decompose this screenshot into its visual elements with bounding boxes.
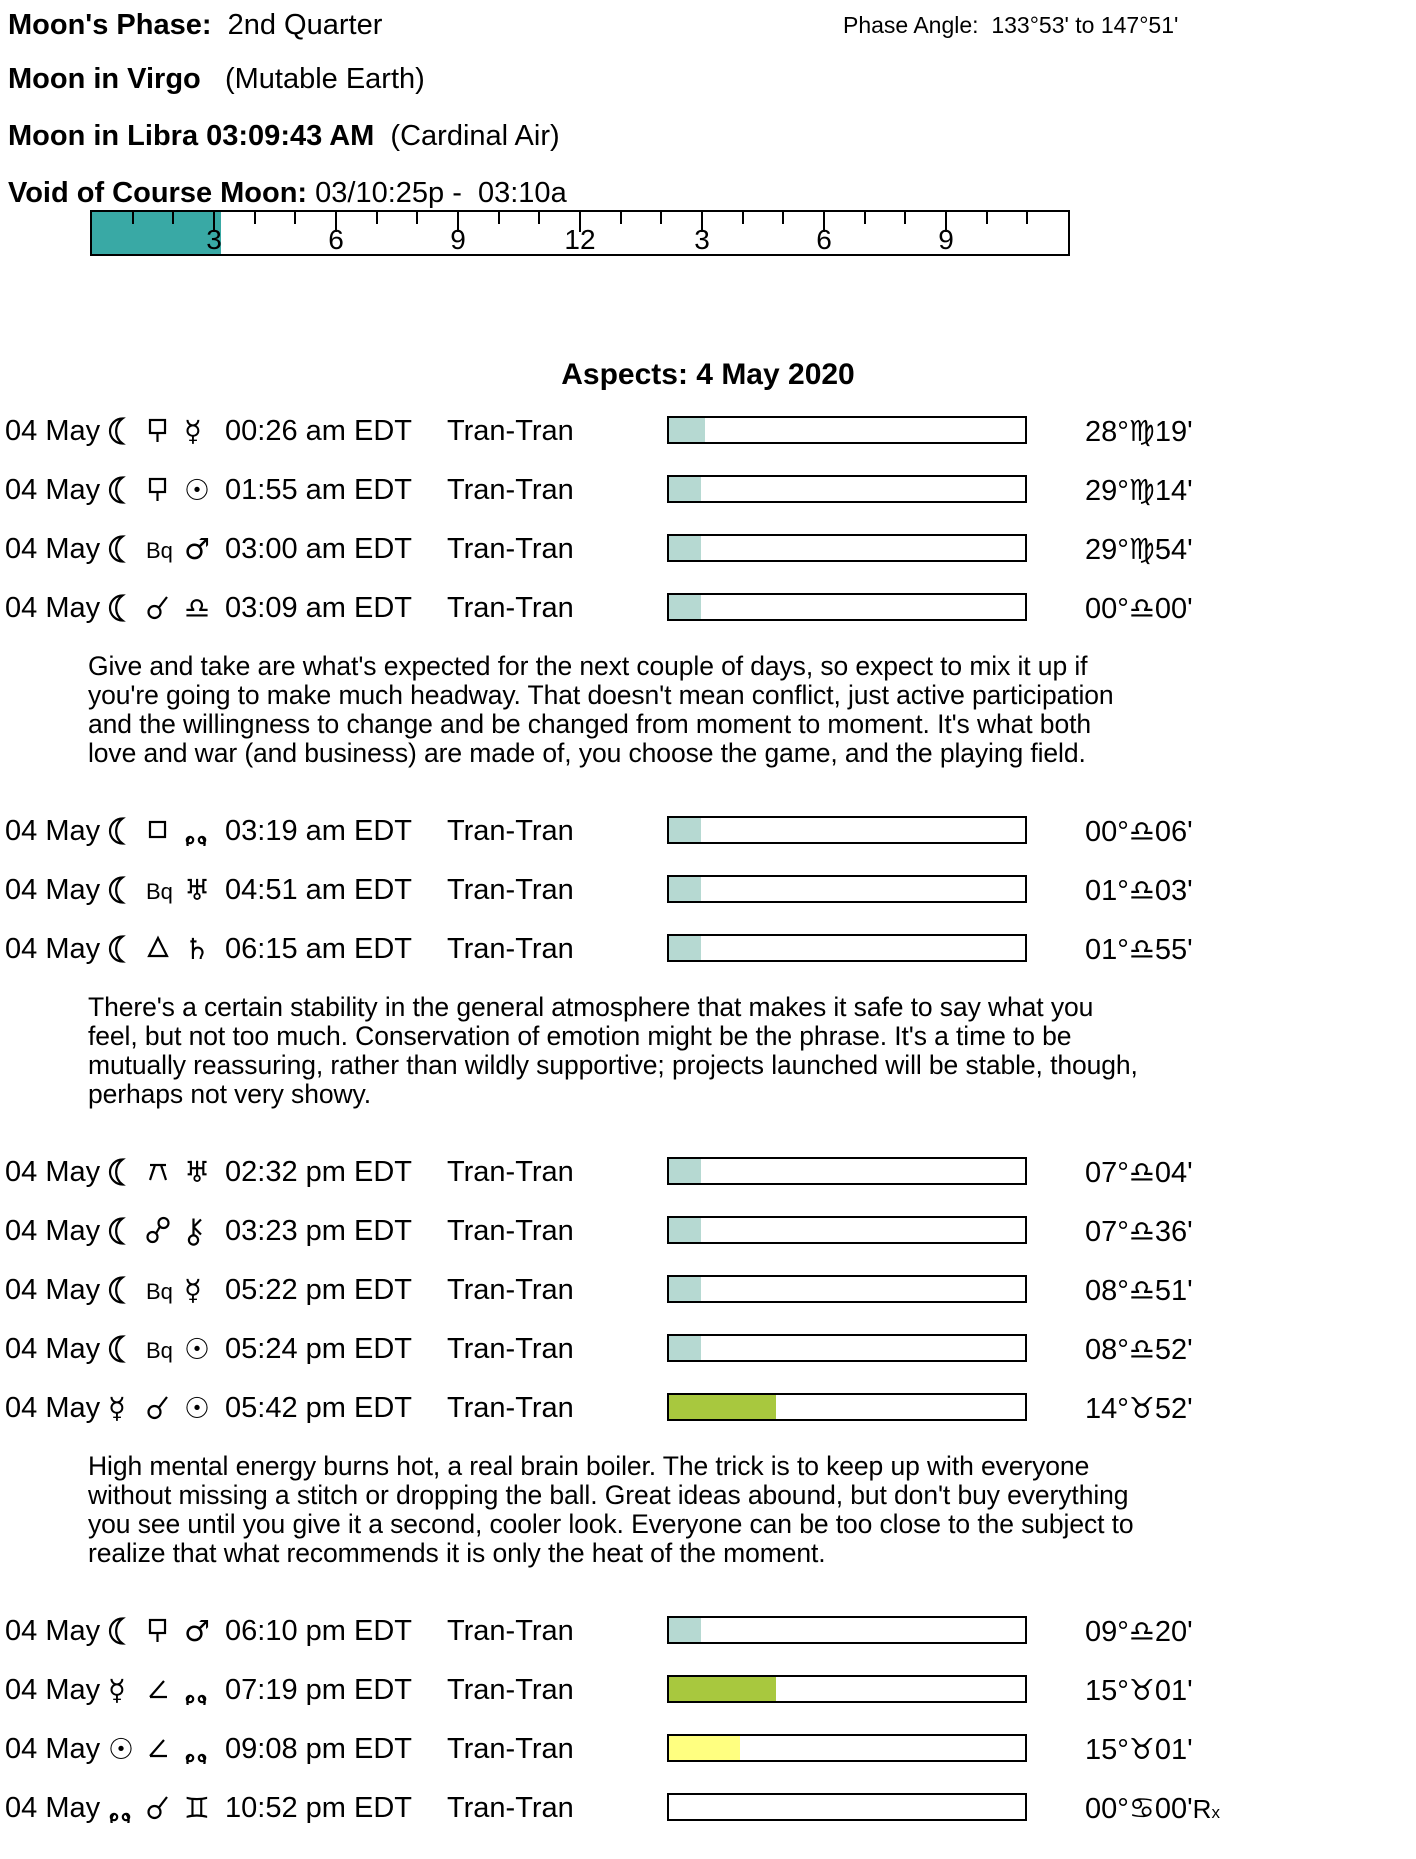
void-of-course-label: Void of Course Moon: xyxy=(8,177,308,209)
saturn-icon: ♄ xyxy=(184,932,210,966)
semisquare-icon xyxy=(146,1734,170,1764)
orb-bar-fill xyxy=(669,1159,701,1183)
virgo-icon: ♍ xyxy=(1128,532,1155,566)
phase-angle xyxy=(843,12,1178,39)
aspect-time: 03:23 pm EDT xyxy=(225,1215,412,1247)
ruler-tick xyxy=(864,212,866,224)
ruler-tick xyxy=(660,212,662,224)
aspect-time: 09:08 pm EDT xyxy=(225,1733,412,1765)
aspect-position: 00°♋00'Rx xyxy=(1085,1791,1220,1825)
aspect-date: 04 May xyxy=(5,474,101,506)
aspect-position: 01°♎55' xyxy=(1085,932,1193,966)
moon-icon xyxy=(108,416,135,448)
mercury-icon: ☿ xyxy=(108,1391,126,1425)
aspect-position: 15°♉01' xyxy=(1085,1732,1193,1766)
moon-icon xyxy=(108,1616,135,1648)
taurus-icon: ♉ xyxy=(1128,1391,1155,1425)
aspect-type: Tran-Tran xyxy=(447,1733,574,1765)
sun-icon: ☉ xyxy=(184,1332,210,1366)
aspect-time: 06:15 am EDT xyxy=(225,933,412,965)
mars-icon: ♂ xyxy=(184,1614,210,1648)
moon-icon xyxy=(108,534,135,566)
ruler-tick xyxy=(376,212,378,224)
aspect-row xyxy=(0,934,1416,964)
moon-icon xyxy=(108,593,135,625)
uranus-icon: ♅ xyxy=(184,873,210,907)
aspect-date: 04 May xyxy=(5,1156,101,1188)
ruler-hour-label: 6 xyxy=(328,224,344,255)
aspect-time: 03:19 am EDT xyxy=(225,815,412,847)
orb-bar xyxy=(667,1616,1027,1644)
ruler-tick xyxy=(742,212,744,224)
mercury-icon: ☿ xyxy=(184,414,202,448)
aspect-position: 29°♍54' xyxy=(1085,532,1193,566)
void-of-course-ruler xyxy=(90,210,1070,256)
aspect-type: Tran-Tran xyxy=(447,1274,574,1306)
ruler-hour-label: 3 xyxy=(694,224,710,255)
aspect-row xyxy=(0,1793,1416,1823)
aspect-type: Tran-Tran xyxy=(447,533,574,565)
chiron-icon xyxy=(184,1216,206,1248)
aspect-position: 00°♎00' xyxy=(1085,591,1193,625)
moon-sign-line-2 xyxy=(8,121,1416,151)
orb-bar xyxy=(667,816,1027,844)
moon-icon xyxy=(108,1275,135,1307)
aspect-position: 01°♎03' xyxy=(1085,873,1193,907)
orb-bar-fill xyxy=(669,1336,701,1360)
ruler-hour-label: 9 xyxy=(938,224,954,255)
aspect-row xyxy=(0,416,1416,446)
uranus-icon: ♅ xyxy=(184,1155,210,1189)
aspect-row xyxy=(0,1734,1416,1764)
aspect-date: 04 May xyxy=(5,592,101,624)
aspect-time: 02:32 pm EDT xyxy=(225,1156,412,1188)
aspect-time: 03:00 am EDT xyxy=(225,533,412,565)
orb-bar-fill xyxy=(669,818,701,842)
aspect-type: Tran-Tran xyxy=(447,1215,574,1247)
aspect-type: Tran-Tran xyxy=(447,1333,574,1365)
aspect-position: 09°♎20' xyxy=(1085,1614,1193,1648)
node-icon xyxy=(184,816,208,848)
virgo-icon: ♍ xyxy=(1128,414,1155,448)
aspect-row xyxy=(0,875,1416,905)
aspect-row xyxy=(0,1216,1416,1246)
aspect-date: 04 May xyxy=(5,1674,101,1706)
aspect-time: 05:22 pm EDT xyxy=(225,1274,412,1306)
quincunx-icon xyxy=(146,1157,170,1187)
aspect-interpretation: Give and take are what's expected for the next couple of days, so expect to mix it up if you're going to make much headway. That doesn't mean conflict, just active participation and the willingness to change and be changed from moment to moment. It's what both love and war (and business) are made of, you choose the game, and the playing field. xyxy=(88,651,1114,768)
mars-icon: ♂ xyxy=(184,532,210,566)
aspect-position: 15°♉01' xyxy=(1085,1673,1193,1707)
moon-icon xyxy=(108,1334,135,1366)
aspect-row xyxy=(0,475,1416,505)
aspect-position: 14°♉52' xyxy=(1085,1391,1193,1425)
orb-bar xyxy=(667,1216,1027,1244)
orb-bar-fill xyxy=(669,936,701,960)
moon-icon xyxy=(108,934,135,966)
orb-bar xyxy=(667,875,1027,903)
ruler-tick xyxy=(538,212,540,224)
aspect-position: 07°♎36' xyxy=(1085,1214,1193,1248)
aspects-title: Aspects: 4 May 2020 xyxy=(561,358,855,391)
aspect-type: Tran-Tran xyxy=(447,1392,574,1424)
moons-phase-label: Moon's Phase: xyxy=(8,9,212,41)
node-icon xyxy=(184,1734,208,1766)
aspect-type: Tran-Tran xyxy=(447,874,574,906)
aspect-type: Tran-Tran xyxy=(447,474,574,506)
aspect-type: Tran-Tran xyxy=(447,815,574,847)
semisquare-icon xyxy=(146,1675,170,1705)
sesquiquadrate-icon xyxy=(146,416,170,448)
moon-in-libra-label: Moon in Libra 03:09:43 AM xyxy=(8,120,375,152)
aspect-date: 04 May xyxy=(5,533,101,565)
ruler-hour-label: 9 xyxy=(450,224,466,255)
ruler-tick xyxy=(986,212,988,224)
aspect-date: 04 May xyxy=(5,1792,101,1824)
orb-bar xyxy=(667,1675,1027,1703)
biquintile-icon: Bq xyxy=(146,1338,173,1363)
ruler-tick xyxy=(132,212,134,224)
taurus-icon: ♉ xyxy=(1128,1673,1155,1707)
moon-in-virgo-detail: (Mutable Earth) xyxy=(200,63,425,95)
orb-bar xyxy=(667,1734,1027,1762)
aspect-type: Tran-Tran xyxy=(447,1792,574,1824)
moons-phase-line xyxy=(8,0,1416,40)
aspect-time: 01:55 am EDT xyxy=(225,474,412,506)
ruler-hour-label: 3 xyxy=(206,224,222,255)
orb-bar-fill xyxy=(669,1618,701,1642)
libra-icon: ♎ xyxy=(1128,932,1155,966)
orb-bar-fill xyxy=(669,1736,740,1760)
conjunction-icon xyxy=(146,1393,170,1423)
libra-icon: ♎ xyxy=(1128,1155,1155,1189)
mercury-icon: ☿ xyxy=(184,1273,202,1307)
gemini-icon: ♊ xyxy=(184,1791,210,1825)
opposition-icon xyxy=(146,1216,170,1246)
aspect-time: 06:10 pm EDT xyxy=(225,1615,412,1647)
moon-icon xyxy=(108,875,135,907)
biquintile-icon: Bq xyxy=(146,1279,173,1304)
ruler-tick xyxy=(416,212,418,224)
sesquiquadrate-icon xyxy=(146,475,170,507)
orb-bar xyxy=(667,1793,1027,1821)
node-icon xyxy=(108,1793,132,1825)
orb-bar-fill xyxy=(669,536,701,560)
orb-bar-fill xyxy=(669,1395,776,1419)
ruler-tick xyxy=(172,212,174,224)
aspect-row xyxy=(0,1393,1416,1423)
orb-bar-fill xyxy=(669,1218,701,1242)
orb-bar-fill xyxy=(669,1277,701,1301)
moon-icon xyxy=(108,1216,135,1248)
aspect-time: 10:52 pm EDT xyxy=(225,1792,412,1824)
aspect-time: 00:26 am EDT xyxy=(225,415,412,447)
ruler-hour-label: 6 xyxy=(816,224,832,255)
aspect-time: 04:51 am EDT xyxy=(225,874,412,906)
aspect-date: 04 May xyxy=(5,815,101,847)
square-icon xyxy=(146,816,170,846)
orb-bar-fill xyxy=(669,477,701,501)
mercury-icon: ☿ xyxy=(108,1673,126,1707)
orb-bar-fill xyxy=(669,1677,776,1701)
libra-icon: ♎ xyxy=(1128,873,1155,907)
orb-bar xyxy=(667,534,1027,562)
aspect-row xyxy=(0,1275,1416,1305)
aspect-date: 04 May xyxy=(5,933,101,965)
aspect-time: 05:24 pm EDT xyxy=(225,1333,412,1365)
aspect-type: Tran-Tran xyxy=(447,1156,574,1188)
aspect-row xyxy=(0,593,1416,623)
aspect-time: 03:09 am EDT xyxy=(225,592,412,624)
moon-in-virgo-label: Moon in Virgo xyxy=(8,63,201,95)
orb-bar-fill xyxy=(669,595,701,619)
aspect-position: 07°♎04' xyxy=(1085,1155,1193,1189)
ruler-tick xyxy=(904,212,906,224)
void-period-fill xyxy=(92,212,221,254)
orb-bar xyxy=(667,934,1027,962)
sun-icon: ☉ xyxy=(184,1391,210,1425)
aspect-row xyxy=(0,534,1416,564)
aspect-position: 08°♎51' xyxy=(1085,1273,1193,1307)
aspect-row xyxy=(0,1157,1416,1187)
biquintile-icon: Bq xyxy=(146,538,173,563)
aspect-date: 04 May xyxy=(5,1215,101,1247)
void-of-course-value: 03/10:25p - 03:10a xyxy=(307,177,567,209)
aspect-date: 04 May xyxy=(5,1733,101,1765)
phase-angle-value: 133°53' to 147°51' xyxy=(978,12,1179,38)
aspect-date: 04 May xyxy=(5,1392,101,1424)
orb-bar-fill xyxy=(669,877,701,901)
libra-icon: ♎ xyxy=(1128,1614,1155,1648)
aspect-type: Tran-Tran xyxy=(447,933,574,965)
moon-sign-line-1 xyxy=(8,64,1416,94)
aspect-row xyxy=(0,1675,1416,1705)
orb-bar xyxy=(667,1157,1027,1185)
aspect-date: 04 May xyxy=(5,415,101,447)
aspect-type: Tran-Tran xyxy=(447,415,574,447)
ruler-hour-label: 12 xyxy=(564,224,596,255)
aspect-interpretation: There's a certain stability in the general atmosphere that makes it safe to say what you feel, but not too much. Conservation of emotion might be the phrase. It's a time to be mutually reassuring, rather than wildly supportive; projects launched will be stable, though, perhaps not very showy. xyxy=(88,992,1138,1109)
retrograde-symbol: Rx xyxy=(1192,1794,1220,1824)
aspect-position: 00°♎06' xyxy=(1085,814,1193,848)
aspect-list xyxy=(0,416,1416,1823)
orb-bar-fill xyxy=(669,418,705,442)
ruler-tick xyxy=(498,212,500,224)
sesquiquadrate-icon xyxy=(146,1616,170,1648)
orb-bar xyxy=(667,1275,1027,1303)
orb-bar xyxy=(667,593,1027,621)
ruler-tick xyxy=(254,212,256,224)
aspect-row xyxy=(0,816,1416,846)
aspect-date: 04 May xyxy=(5,1274,101,1306)
phase-angle-label: Phase Angle: xyxy=(843,12,979,38)
aspect-time: 05:42 pm EDT xyxy=(225,1392,412,1424)
orb-bar xyxy=(667,475,1027,503)
aspect-date: 04 May xyxy=(5,874,101,906)
sun-icon: ☉ xyxy=(184,473,210,507)
biquintile-icon: Bq xyxy=(146,879,173,904)
aspect-row xyxy=(0,1334,1416,1364)
cancer-icon: ♋ xyxy=(1128,1791,1155,1825)
orb-bar xyxy=(667,1393,1027,1421)
libra-icon: ♎ xyxy=(184,591,210,625)
aspect-type: Tran-Tran xyxy=(447,1615,574,1647)
aspect-interpretation: High mental energy burns hot, a real brain boiler. The trick is to keep up with everyone without missing a stitch or dropping the ball. Great ideas abound, but don't buy everything you see until you give it a second, cooler look. Everyone can be too close to the subject to realize that what recommends it is only the heat of the moment. xyxy=(88,1451,1134,1568)
aspect-position: 28°♍19' xyxy=(1085,414,1193,448)
virgo-icon: ♍ xyxy=(1128,473,1155,507)
aspect-type: Tran-Tran xyxy=(447,592,574,624)
aspect-row xyxy=(0,1616,1416,1646)
aspect-position: 08°♎52' xyxy=(1085,1332,1193,1366)
conjunction-icon xyxy=(146,1793,170,1823)
void-of-course-line xyxy=(8,178,1416,208)
orb-bar xyxy=(667,416,1027,444)
ruler-tick xyxy=(1026,212,1028,224)
orb-bar xyxy=(667,1334,1027,1362)
conjunction-icon xyxy=(146,593,170,623)
moons-phase-value: 2nd Quarter xyxy=(211,9,383,41)
sun-icon: ☉ xyxy=(108,1732,134,1766)
moon-icon xyxy=(108,475,135,507)
ruler-tick xyxy=(294,212,296,224)
trine-icon xyxy=(146,934,170,964)
taurus-icon: ♉ xyxy=(1128,1732,1155,1766)
libra-icon: ♎ xyxy=(1128,1214,1155,1248)
aspect-position: 29°♍14' xyxy=(1085,473,1193,507)
aspect-time: 07:19 pm EDT xyxy=(225,1674,412,1706)
aspect-date: 04 May xyxy=(5,1333,101,1365)
libra-icon: ♎ xyxy=(1128,1332,1155,1366)
node-icon xyxy=(184,1675,208,1707)
libra-icon: ♎ xyxy=(1128,1273,1155,1307)
aspect-type: Tran-Tran xyxy=(447,1674,574,1706)
moon-icon xyxy=(108,816,135,848)
moon-icon xyxy=(108,1157,135,1189)
libra-icon: ♎ xyxy=(1128,814,1155,848)
ruler-tick xyxy=(782,212,784,224)
ruler-tick xyxy=(620,212,622,224)
aspect-date: 04 May xyxy=(5,1615,101,1647)
moon-in-libra-detail: (Cardinal Air) xyxy=(374,120,560,152)
libra-icon: ♎ xyxy=(1128,591,1155,625)
